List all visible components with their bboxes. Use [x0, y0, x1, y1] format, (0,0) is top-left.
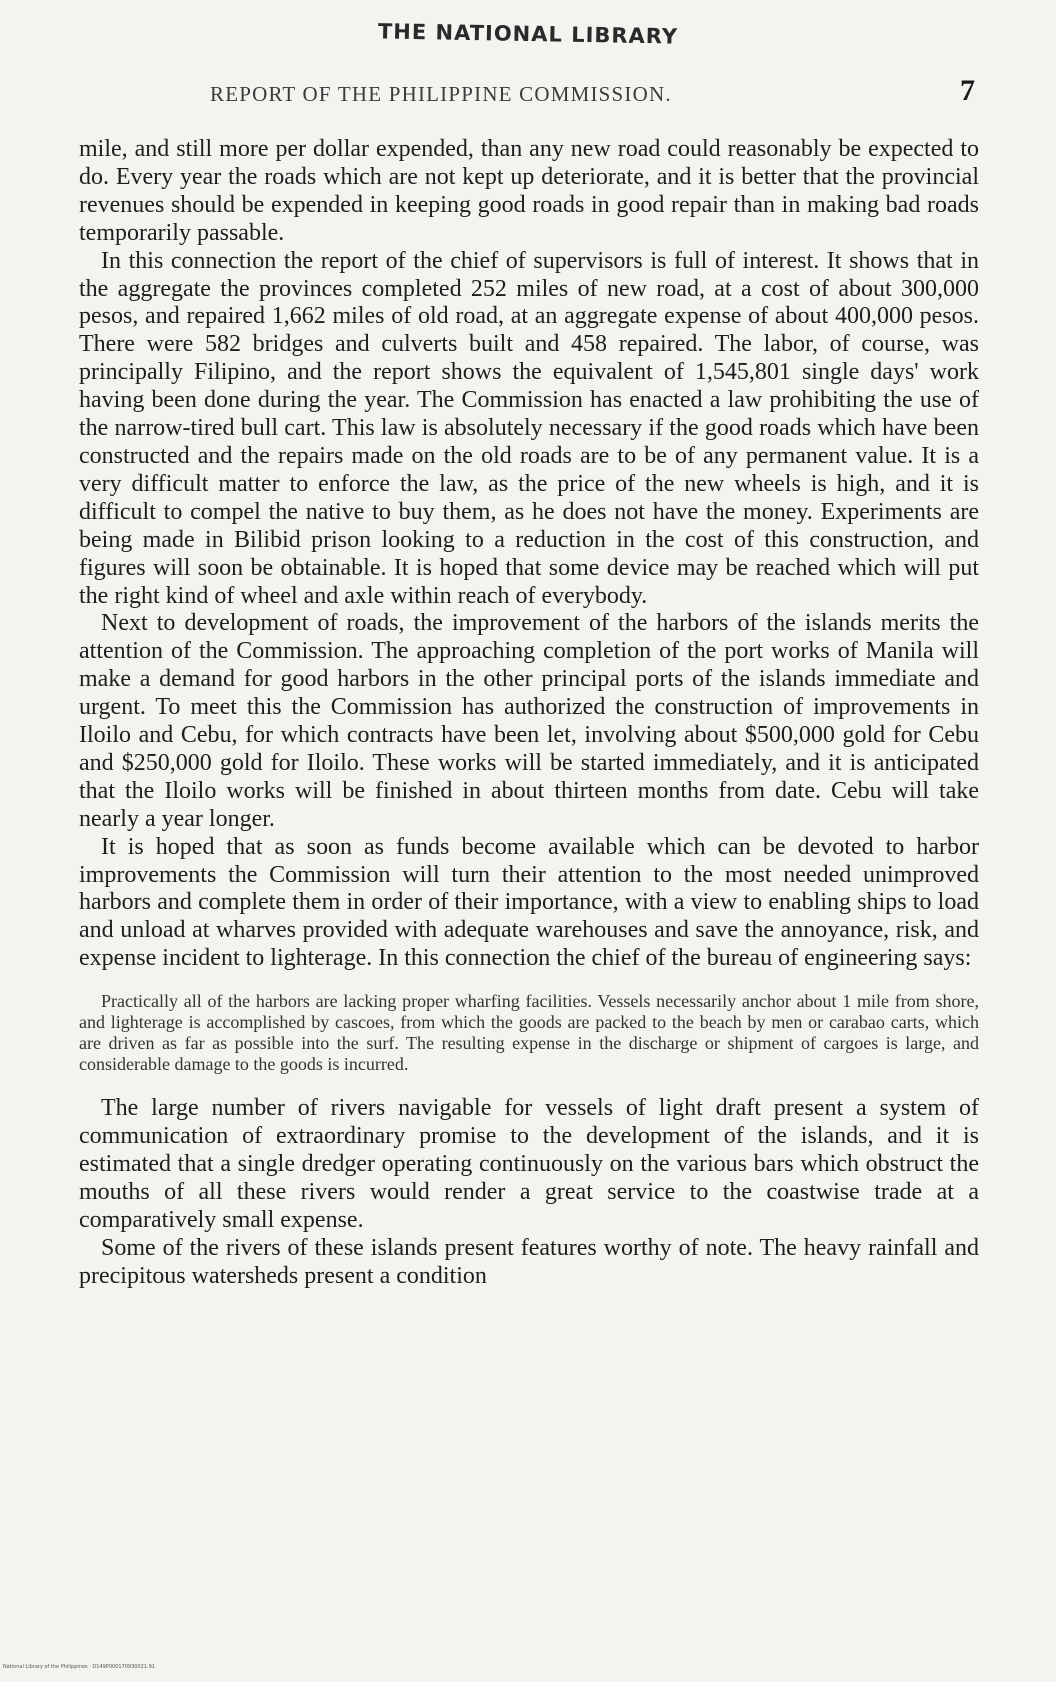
paragraph-rivers: The large number of rivers navigable for vessels of light draft present a system of communication of extraordinary promise to the development of the islands, and it is estimated that a single dredger operating continuously on the various bars which obstruct the mouths of all these rivers would render a great service to the coastwise trade at a comparatively small expense. — [79, 1095, 979, 1233]
paragraph-harbor-improvements: It is hoped that as soon as funds become available which can be devoted to harbor improvements the Commission will turn their attention to the most needed unimproved harbors and complete them in order of their importance, with a view to enabling ships to load and unload at wharves provided with adequate warehouses and save the annoyance, risk, and expense incident to lighterage. In this connection the chief of the bureau of engineering says: — [79, 833, 979, 972]
running-head: REPORT OF THE PHILIPPINE COMMISSION. — [210, 82, 672, 106]
paragraph-harbors: Next to development of roads, the improvement of the harbors of the islands merits the attention of the Commission. The approaching completion of the port works of Manila will make a demand for good harbors in the other principal ports of the islands immediate and urgent. To meet this the Commission has authorized the construction of improvements in Iloilo and Cebu, for which contracts have been let, involving about $500,000 gold for Cebu and $250,000 gold for Iloilo. These works will be started immediately, and it is anticipated that the Iloilo works will be finished in about thirteen months from date. Cebu will take nearly a year longer. — [79, 610, 979, 832]
scan-footer: National Library of the Philippines · D149P000170930021.91 — [3, 1664, 155, 1670]
paragraph-continued: mile, and still more per dollar expended, than any new road could reasonably be expected to do. Every year the roads which are not kept up deteriorate, and it is better that the provincial revenues should be expended in keeping good roads in good repair than in making bad roads temporarily passable. — [79, 136, 979, 246]
body-text — [79, 136, 979, 1291]
paragraph-rivers-features: Some of the rivers of these islands present features worthy of note. The heavy rainfall and precipitous watersheds present a condition — [79, 1234, 979, 1289]
block-quote: Practically all of the harbors are lacking proper wharfing facilities. Vessels necessarily anchor about 1 mile from shore, and lighterage is accomplished by cascoes, from which the goods are packed to the beach by men or carabao carts, which are driven as far as possible into the surf. The resulting expense in the discharge or shipment of cargoes is large, and considerable damage to the goods is incurred. — [79, 991, 979, 1075]
library-stamp: THE NATIONAL LIBRARY — [377, 19, 679, 49]
paragraph-supervisors-report: In this connection the report of the chief of supervisors is full of interest. It shows that in the aggregate the provinces completed 252 miles of new road, at a cost of about 300,000 pesos, and repaired 1,662 miles of old road, at an aggregate expense of about 400,000 pesos. There were 582 bridges and culverts built and 458 repaired. The labor, of course, was principally Filipino, and the report shows the equivalent of 1,545,801 single days' work having been done during the year. The Commission has enacted a law prohibiting the use of the narrow-tired bull cart. This law is absolutely necessary if the good roads which have been constructed and the repairs made on the old roads are to be of any permanent value. It is a very difficult matter to enforce the law, as the price of the new wheels is high, and it is difficult to compel the native to buy them, as he does not have the money. Experiments are being made in Bilibid prison looking to a reduction in the cost of this construction, and figures will soon be obtainable. It is hoped that some device may be reached which will put the right kind of wheel and axle within reach of everybody. — [79, 247, 979, 609]
page-number: 7 — [960, 74, 975, 107]
